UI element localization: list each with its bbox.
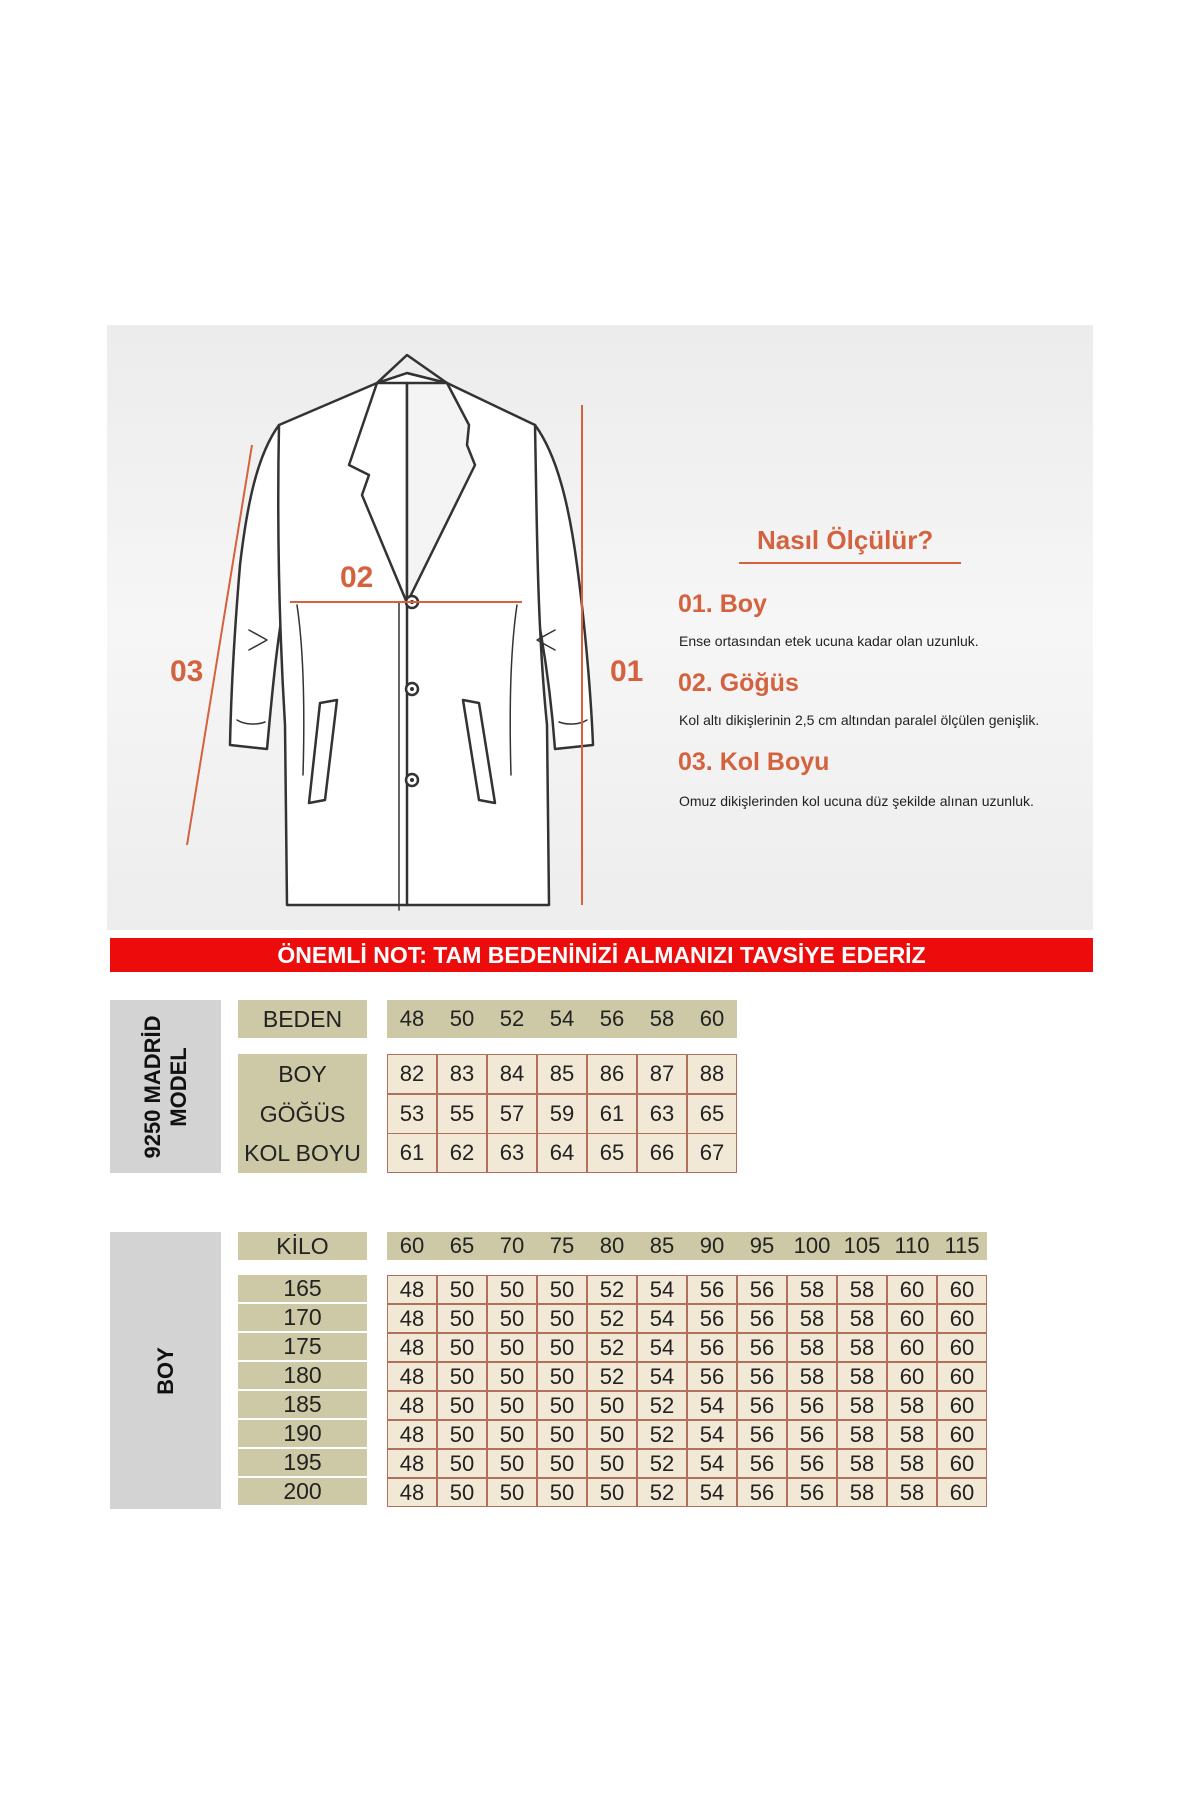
size-data-cell: 52 xyxy=(587,1304,637,1333)
model-data-cell: 53 xyxy=(387,1094,437,1134)
size-data-cell: 56 xyxy=(737,1391,787,1420)
size-header-cell: 70 xyxy=(487,1232,537,1260)
size-data-cell: 50 xyxy=(437,1449,487,1478)
size-data-cell: 60 xyxy=(887,1333,937,1362)
size-data-cell: 50 xyxy=(587,1449,637,1478)
size-row-label: 175 xyxy=(238,1333,367,1360)
size-row-label: 170 xyxy=(238,1304,367,1331)
size-data-cell: 56 xyxy=(787,1391,837,1420)
size-data-cell: 50 xyxy=(487,1420,537,1449)
model-data-cell: 83 xyxy=(437,1054,487,1094)
size-row-label: 200 xyxy=(238,1478,367,1505)
model-header-cell: 60 xyxy=(687,1000,737,1038)
size-row-label: 190 xyxy=(238,1420,367,1447)
model-data-cell: 61 xyxy=(587,1094,637,1134)
size-data-cell: 50 xyxy=(487,1391,537,1420)
size-data-cell: 60 xyxy=(937,1275,987,1304)
size-data-cell: 58 xyxy=(837,1449,887,1478)
measure-desc-gogus: Kol altı dikişlerinin 2,5 cm altından paralel ölçülen genişlik. xyxy=(679,712,1040,728)
model-header-cell: 52 xyxy=(487,1000,537,1038)
model-side-label xyxy=(110,1000,221,1173)
model-side-label-line2: MODEL xyxy=(165,1046,191,1127)
model-data-cell: 64 xyxy=(537,1133,587,1173)
size-row-label: 180 xyxy=(238,1362,367,1389)
size-data-cell: 50 xyxy=(437,1420,487,1449)
model-header-cell: 58 xyxy=(637,1000,687,1038)
size-header-cell: 115 xyxy=(937,1232,987,1260)
size-data-cell: 48 xyxy=(387,1478,437,1507)
size-header-cell: 85 xyxy=(637,1232,687,1260)
size-data-cell: 60 xyxy=(937,1362,987,1391)
size-header-cell: 100 xyxy=(787,1232,837,1260)
model-data-cell: 86 xyxy=(587,1054,637,1094)
size-header-cell: 95 xyxy=(737,1232,787,1260)
model-data-cell: 59 xyxy=(537,1094,587,1134)
size-data-cell: 52 xyxy=(587,1362,637,1391)
size-data-cell: 50 xyxy=(537,1391,587,1420)
model-data-cell: 62 xyxy=(437,1133,487,1173)
size-data-cell: 58 xyxy=(887,1449,937,1478)
model-header-cell: 48 xyxy=(387,1000,437,1038)
size-data-cell: 54 xyxy=(687,1391,737,1420)
size-data-cell: 56 xyxy=(787,1449,837,1478)
size-data-cell: 60 xyxy=(937,1449,987,1478)
coat-illustration xyxy=(107,325,1093,930)
size-data-cell: 52 xyxy=(587,1275,637,1304)
size-data-cell: 50 xyxy=(437,1362,487,1391)
size-data-cell: 54 xyxy=(687,1449,737,1478)
model-header-cell: 56 xyxy=(587,1000,637,1038)
label-length-number: 01 xyxy=(610,655,644,688)
size-header-label: KİLO xyxy=(238,1232,367,1260)
size-data-cell: 56 xyxy=(687,1333,737,1362)
size-data-cell: 50 xyxy=(537,1275,587,1304)
size-data-cell: 50 xyxy=(537,1362,587,1391)
size-data-cell: 48 xyxy=(387,1304,437,1333)
model-data-cell: 65 xyxy=(687,1094,737,1134)
measurement-guide xyxy=(107,325,1093,930)
model-row-label: KOL BOYU xyxy=(238,1133,367,1173)
size-data-cell: 48 xyxy=(387,1420,437,1449)
size-data-cell: 50 xyxy=(437,1478,487,1507)
size-data-cell: 48 xyxy=(387,1333,437,1362)
size-data-cell: 50 xyxy=(537,1478,587,1507)
size-data-cell: 54 xyxy=(637,1362,687,1391)
size-data-cell: 60 xyxy=(887,1304,937,1333)
size-data-cell: 56 xyxy=(737,1420,787,1449)
size-data-cell: 50 xyxy=(437,1333,487,1362)
model-data-cell: 63 xyxy=(487,1133,537,1173)
size-header-cell: 110 xyxy=(887,1232,937,1260)
size-data-cell: 54 xyxy=(637,1333,687,1362)
size-data-cell: 58 xyxy=(837,1275,887,1304)
model-row-label: GÖĞÜS xyxy=(238,1094,367,1134)
size-data-cell: 50 xyxy=(537,1449,587,1478)
size-data-cell: 58 xyxy=(837,1362,887,1391)
model-data-cell: 65 xyxy=(587,1133,637,1173)
label-chest-number: 02 xyxy=(340,561,374,594)
size-row-label: 165 xyxy=(238,1275,367,1302)
size-data-cell: 58 xyxy=(787,1362,837,1391)
size-data-cell: 58 xyxy=(887,1478,937,1507)
measure-title-kol: 03. Kol Boyu xyxy=(678,748,830,776)
size-data-cell: 58 xyxy=(787,1275,837,1304)
size-data-cell: 52 xyxy=(637,1420,687,1449)
size-data-cell: 50 xyxy=(587,1420,637,1449)
size-data-cell: 60 xyxy=(937,1391,987,1420)
size-data-cell: 50 xyxy=(587,1478,637,1507)
size-data-cell: 60 xyxy=(937,1420,987,1449)
model-data-cell: 84 xyxy=(487,1054,537,1094)
size-row-label: 195 xyxy=(238,1449,367,1476)
size-data-cell: 50 xyxy=(537,1304,587,1333)
size-data-cell: 56 xyxy=(737,1275,787,1304)
how-to-measure-title: Nasıl Ölçülür? xyxy=(757,525,934,555)
model-data-cell: 67 xyxy=(687,1133,737,1173)
size-data-cell: 56 xyxy=(687,1275,737,1304)
model-header-cell: 54 xyxy=(537,1000,587,1038)
size-data-cell: 48 xyxy=(387,1362,437,1391)
size-data-cell: 58 xyxy=(887,1391,937,1420)
model-row-label: BOY xyxy=(238,1054,367,1094)
size-data-cell: 54 xyxy=(637,1275,687,1304)
size-data-cell: 50 xyxy=(487,1275,537,1304)
size-data-cell: 50 xyxy=(487,1362,537,1391)
size-data-cell: 58 xyxy=(887,1420,937,1449)
size-header-cell: 90 xyxy=(687,1232,737,1260)
model-data-cell: 66 xyxy=(637,1133,687,1173)
model-data-cell: 87 xyxy=(637,1054,687,1094)
measure-desc-kol: Omuz dikişlerinden kol ucuna düz şekilde alınan uzunluk. xyxy=(679,793,1034,809)
size-data-cell: 52 xyxy=(637,1478,687,1507)
size-data-cell: 58 xyxy=(837,1304,887,1333)
size-data-cell: 50 xyxy=(437,1304,487,1333)
size-data-cell: 50 xyxy=(537,1333,587,1362)
measure-desc-boy: Ense ortasından etek ucuna kadar olan uzunluk. xyxy=(679,633,979,649)
size-data-cell: 56 xyxy=(787,1420,837,1449)
size-data-cell: 60 xyxy=(887,1275,937,1304)
size-data-cell: 56 xyxy=(787,1478,837,1507)
model-data-cell: 88 xyxy=(687,1054,737,1094)
size-data-cell: 58 xyxy=(837,1420,887,1449)
model-data-cell: 82 xyxy=(387,1054,437,1094)
size-data-cell: 58 xyxy=(787,1333,837,1362)
label-sleeve-number: 03 xyxy=(170,655,204,688)
size-side-label-text: BOY xyxy=(152,1346,178,1395)
size-data-cell: 58 xyxy=(837,1478,887,1507)
size-header-cell: 65 xyxy=(437,1232,487,1260)
size-data-cell: 58 xyxy=(837,1333,887,1362)
model-header-cell: 50 xyxy=(437,1000,487,1038)
size-data-cell: 52 xyxy=(587,1333,637,1362)
size-data-cell: 52 xyxy=(637,1449,687,1478)
measure-title-boy: 01. Boy xyxy=(678,590,767,618)
size-data-cell: 56 xyxy=(737,1333,787,1362)
size-data-cell: 50 xyxy=(587,1391,637,1420)
size-data-cell: 50 xyxy=(487,1304,537,1333)
size-data-cell: 58 xyxy=(837,1391,887,1420)
measure-title-gogus: 02. Göğüs xyxy=(678,669,799,697)
size-header-cell: 105 xyxy=(837,1232,887,1260)
size-data-cell: 56 xyxy=(687,1304,737,1333)
size-data-cell: 56 xyxy=(737,1478,787,1507)
size-data-cell: 54 xyxy=(637,1304,687,1333)
size-side-label xyxy=(110,1232,221,1509)
model-header-label: BEDEN xyxy=(238,1000,367,1038)
size-data-cell: 58 xyxy=(787,1304,837,1333)
model-side-label-line1: 9250 MADRİD xyxy=(139,1014,165,1159)
size-data-cell: 50 xyxy=(487,1449,537,1478)
size-data-cell: 60 xyxy=(937,1333,987,1362)
size-row-label: 185 xyxy=(238,1391,367,1418)
size-data-cell: 54 xyxy=(687,1478,737,1507)
model-data-cell: 57 xyxy=(487,1094,537,1134)
size-data-cell: 50 xyxy=(487,1478,537,1507)
size-data-cell: 56 xyxy=(737,1362,787,1391)
size-header-cell: 80 xyxy=(587,1232,637,1260)
size-data-cell: 50 xyxy=(537,1420,587,1449)
model-data-cell: 55 xyxy=(437,1094,487,1134)
size-data-cell: 54 xyxy=(687,1420,737,1449)
size-data-cell: 60 xyxy=(937,1478,987,1507)
size-data-cell: 60 xyxy=(887,1362,937,1391)
size-data-cell: 48 xyxy=(387,1391,437,1420)
size-data-cell: 56 xyxy=(687,1362,737,1391)
title-underline xyxy=(739,562,961,564)
model-data-cell: 63 xyxy=(637,1094,687,1134)
size-data-cell: 50 xyxy=(487,1333,537,1362)
size-data-cell: 56 xyxy=(737,1304,787,1333)
important-note-banner: ÖNEMLİ NOT: TAM BEDENİNİZİ ALMANIZI TAVSİYE EDERİZ xyxy=(110,938,1093,972)
size-data-cell: 56 xyxy=(737,1449,787,1478)
size-data-cell: 60 xyxy=(937,1304,987,1333)
size-data-cell: 48 xyxy=(387,1449,437,1478)
size-data-cell: 50 xyxy=(437,1391,487,1420)
size-data-cell: 48 xyxy=(387,1275,437,1304)
size-data-cell: 52 xyxy=(637,1391,687,1420)
size-header-cell: 60 xyxy=(387,1232,437,1260)
model-data-cell: 61 xyxy=(387,1133,437,1173)
size-header-cell: 75 xyxy=(537,1232,587,1260)
model-data-cell: 85 xyxy=(537,1054,587,1094)
size-data-cell: 50 xyxy=(437,1275,487,1304)
